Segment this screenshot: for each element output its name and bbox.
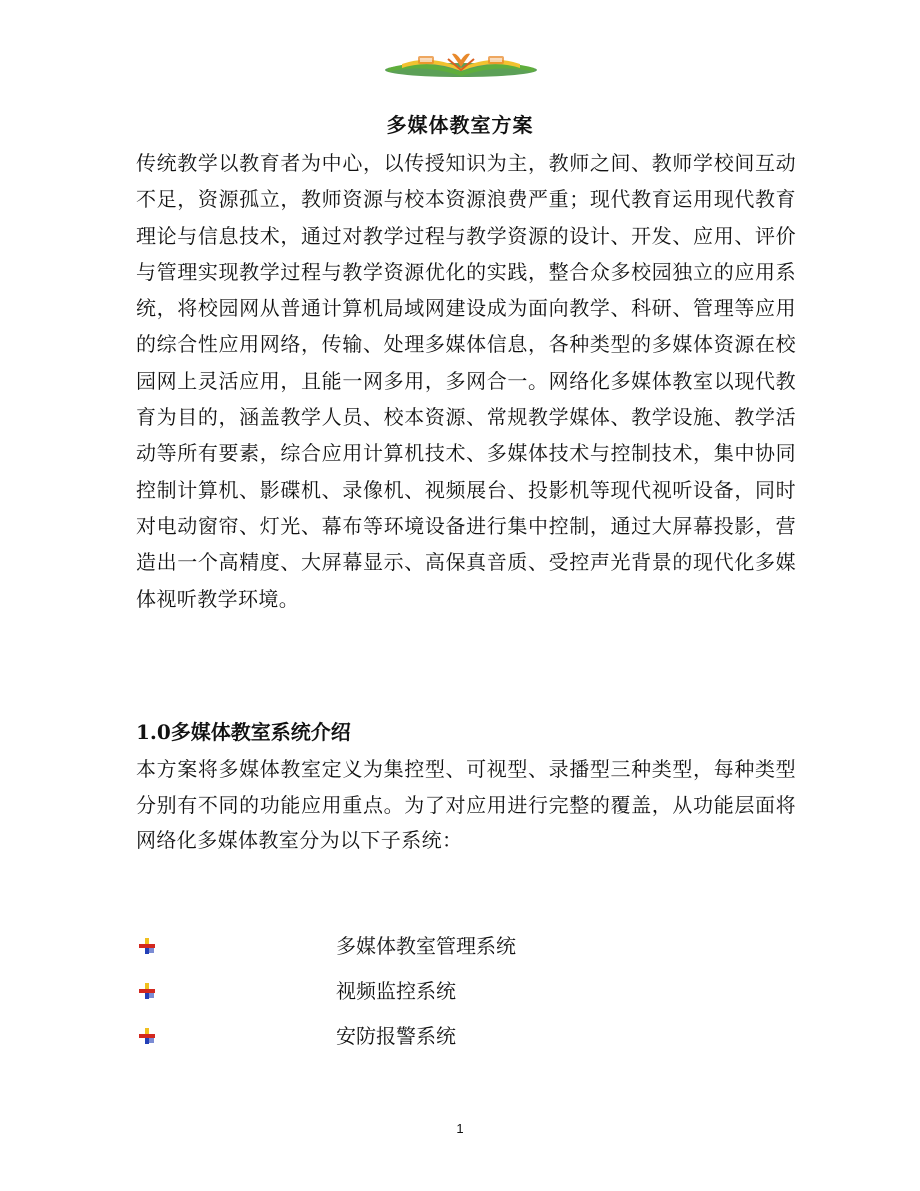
book-header-logo: [382, 50, 540, 78]
cross-bullet-icon: [138, 937, 156, 955]
subsystem-label: 安防报警系统: [336, 1024, 456, 1048]
cross-bullet-icon: [138, 1027, 156, 1045]
subsystem-label: 视频监控系统: [336, 979, 456, 1003]
list-item: [136, 926, 796, 971]
subsystem-label: 多媒体教室管理系统: [336, 934, 516, 958]
list-item: [136, 1016, 796, 1061]
cross-bullet-icon: [138, 982, 156, 1000]
list-item: [136, 971, 796, 1016]
page-number: 1: [456, 1121, 464, 1136]
section-heading: 1.0多媒体教室系统介绍: [136, 720, 351, 744]
section-paragraph: 本方案将多媒体教室定义为集控型、可视型、录播型三种类型，每种类型分别有不同的功能应用重点。为了对应用进行完整的覆盖，从功能层面将网络化多媒体教室分为以下子系统：: [136, 757, 796, 852]
intro-paragraph: 传统教学以教育者为中心，以传授知识为主，教师之间、教师学校间互动不足，资源孤立，教师资源与校本资源浪费严重；现代教育运用现代教育理论与信息技术，通过对教学过程与教学资源的设计、开发、应用、评价与管理实现教学过程与教学资源优化的实践，整合众多校园独立的应用系统，将校园网从普通计算机局域网建设成为面向教学、科研、管理等应用的综合性应用网络，传输、处理多媒体信息，各种类型的多媒体资源在校园网上灵活应用，且能一网多用，多网合一。网络化多媒体教室以现代教育为目的，涵盖教学人员、校本资源、常规教学媒体、教学设施、教学活动等所有要素，综合应用计算机技术、多媒体技术与控制技术，集中协同控制计算机、影碟机、录像机、视频展台、投影机等现代视听设备，同时对电动窗帘、灯光、幕布等环境设备进行集中控制，通过大屏幕投影，营造出一个高精度、大屏幕显示、高保真音质、受控声光背景的现代化多媒体视听教学环境。: [136, 151, 796, 611]
document-title: 多媒体教室方案: [386, 113, 534, 137]
subsystem-list: [136, 926, 796, 1061]
